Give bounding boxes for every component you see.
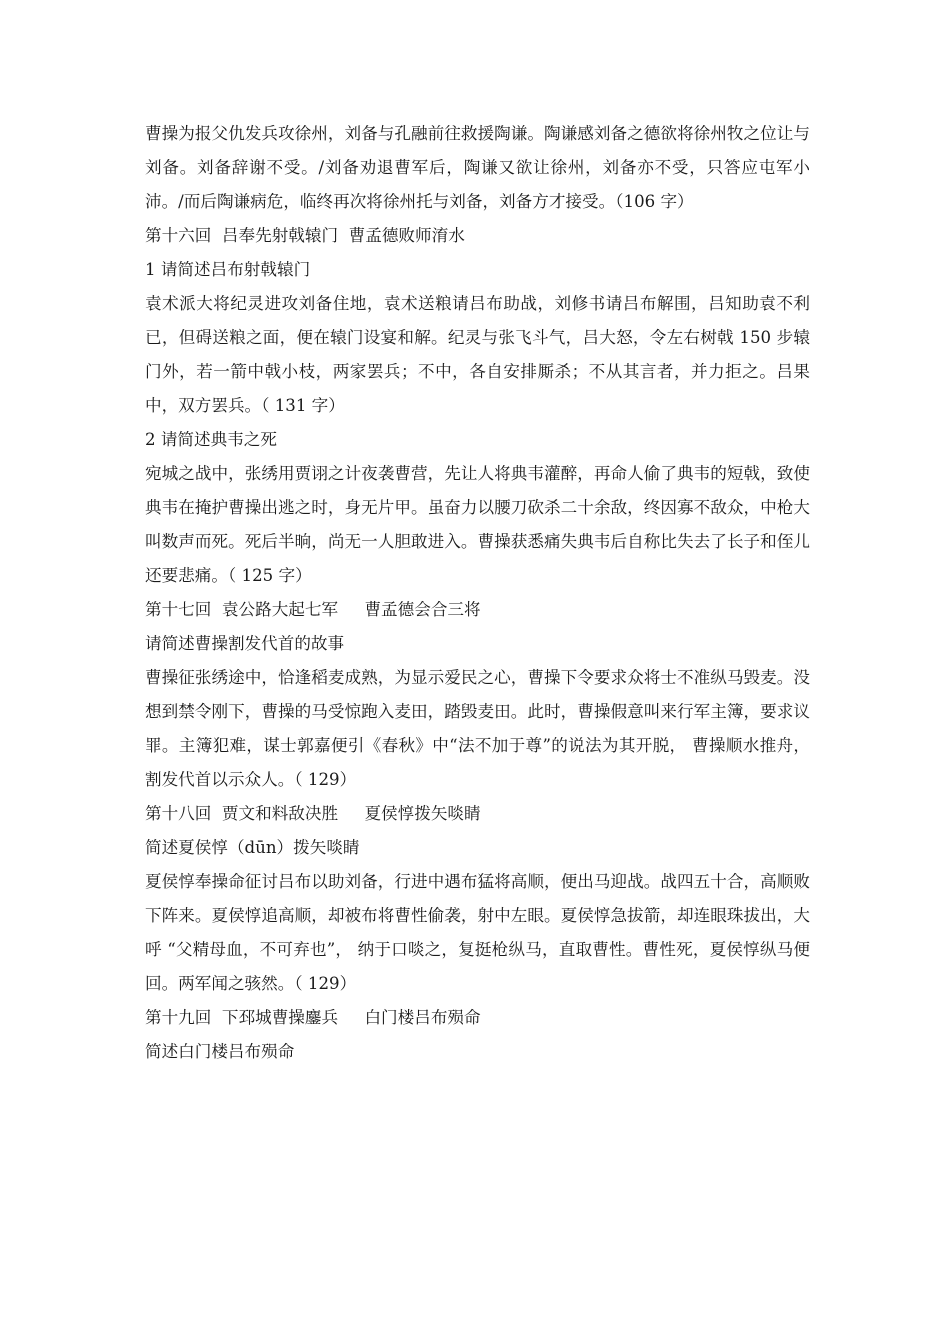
question-2: 2 请简述典韦之死 <box>145 430 277 449</box>
question-baimen: 简述白门楼吕布殒命 <box>145 1042 295 1061</box>
document-page <box>145 117 810 1069</box>
paragraph-cao-hair: 曹操征张绣途中，恰逢稻麦成熟，为显示爱民之心，曹操下令要求众将士不准纵马毁麦。没想到禁令刚下，曹操的马受惊跑入麦田，踏毁麦田。此时，曹操假意叫来行军主簿，要求议罪。主簿犯难，谋士郭嘉便引《春秋》中“法不加于尊”的说法为其开脱， 曹操顺水推舟，割发代首以示众人。（ 129） <box>145 668 810 789</box>
question-cao-hair: 请简述曹操割发代首的故事 <box>145 634 345 653</box>
chapter-19-heading: 第十九回 下邳城曹操鏖兵 白门楼吕布殒命 <box>145 1008 481 1027</box>
paragraph-lubu-archery: 袁术派大将纪灵进攻刘备住地，袁术送粮请吕布助战，刘修书请吕布解围，吕知助袁不利已，但碍送粮之面，便在辕门设宴和解。纪灵与张飞斗气，吕大怒，令左右树戟 150 步辕门外，若一箭中戟小枝，两家罢兵；不中，各自安排厮杀；不从其言者，并力拒之。吕果中，双方罢兵。（ 131 字） <box>145 294 810 415</box>
chapter-18-heading: 第十八回 贾文和料敌决胜 夏侯惇拨矢啖睛 <box>145 804 481 823</box>
chapter-16-heading: 第十六回 吕奉先射戟辕门 曹孟德败师淯水 <box>145 226 465 245</box>
paragraph-xuzhou: 曹操为报父仇发兵攻徐州，刘备与孔融前往救援陶谦。陶谦感刘备之德欲将徐州牧之位让与刘备。刘备辞谢不受。/刘备劝退曹军后，陶谦又欲让徐州，刘备亦不受，只答应屯军小沛。/而后陶谦病危，临终再次将徐州托与刘备，刘备方才接受。（106 字） <box>145 124 810 211</box>
paragraph-xiahou-dun: 夏侯惇奉操命征讨吕布以助刘备，行进中遇布猛将高顺，便出马迎战。战四五十合，高顺败下阵来。夏侯惇追高顺，却被布将曹性偷袭，射中左眼。夏侯惇急拔箭，却连眼珠拔出，大呼 “父精母血，不可弃也”， 纳于口啖之，复挺枪纵马，直取曹性。曹性死，夏侯惇纵马便回。两军闻之骇然。（ 129） <box>145 872 810 993</box>
question-xiahou-dun: 简述夏侯惇（dūn）拨矢啖睛 <box>145 838 360 857</box>
chapter-17-heading: 第十七回 袁公路大起七军 曹孟德会合三将 <box>145 600 481 619</box>
paragraph-dianwei: 宛城之战中，张绣用贾诩之计夜袭曹营，先让人将典韦灌醉，再命人偷了典韦的短戟，致使典韦在掩护曹操出逃之时，身无片甲。虽奋力以腰刀砍杀二十余敌，终因寡不敌众，中枪大叫数声而死。死后半晌，尚无一人胆敢进入。曹操获悉痛失典韦后自称比失去了长子和侄儿还要悲痛。（ 125 字） <box>145 464 810 585</box>
question-1: 1 请简述吕布射戟辕门 <box>145 260 311 279</box>
